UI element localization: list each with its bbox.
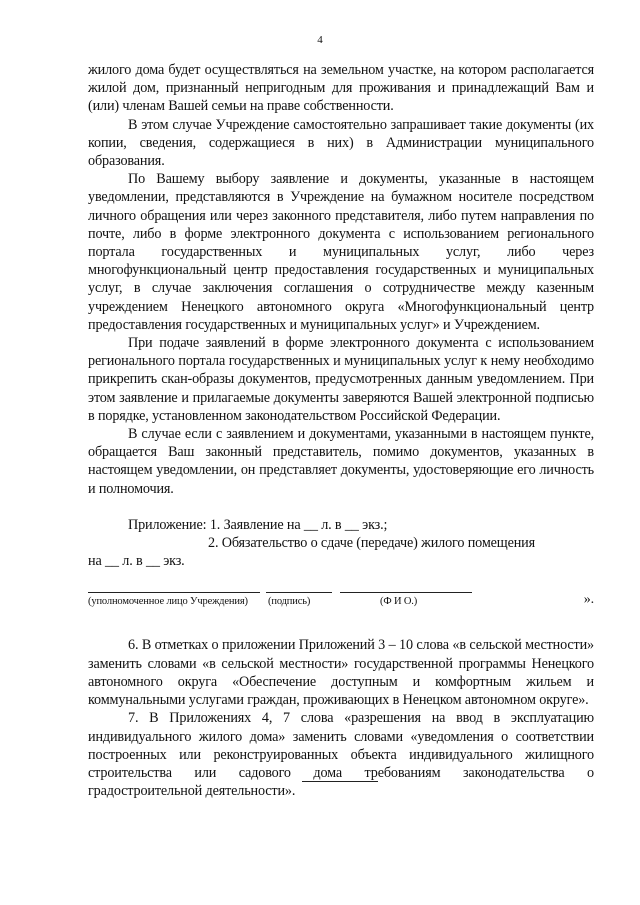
attachment-item-2: 2. Обязательство о сдаче (передаче) жилого помещения bbox=[208, 535, 535, 552]
name-label: (Ф И О.) bbox=[380, 596, 418, 608]
page-number: 4 bbox=[317, 34, 323, 46]
paragraph-electronic-submission: При подаче заявлений в форме электронного документа с использованием регионального портала государственных и муниципальных услуг к нему необходимо прикрепить скан-образы документов, предусмотренных данным уведомлением. При этом заявление и прилагаемые документы заверяются Вашей электронной подписью в порядке, установленном законодательством Российской Федерации. bbox=[88, 335, 594, 424]
amendment-7: 7. В Приложениях 4, 7 слова «разрешения на ввод в эксплуатацию индивидуального жилого дома» заменить словами «уведомления о соответствии построенных или реконструированных объекта индивидуального жилищного строительства или садового дома требованиям законодательства о градостроительной деятельности». bbox=[88, 710, 594, 800]
name-line bbox=[340, 592, 472, 593]
signature-label: (подпись) bbox=[268, 596, 311, 608]
official-line bbox=[88, 592, 260, 593]
signature-block bbox=[88, 584, 594, 614]
official-label: (уполномоченное лицо Учреждения) bbox=[88, 596, 248, 608]
attachment-item-2-count: на __ л. в __ экз. bbox=[88, 553, 185, 570]
signature-line bbox=[266, 592, 332, 593]
paragraph-self-request: В этом случае Учреждение самостоятельно запрашивает такие документы (их копии, сведения, содержащиеся в них) в Администрации муниципального образования. bbox=[88, 116, 594, 170]
paragraph-submission-options: По Вашему выбору заявление и документы, указанные в настоящем уведомлении, представляются в Учреждение на бумажном носителе посредством личного обращения или через законного представителя, либо путем направления по почте, либо в форме электронного документа с использованием регионального портала государственных и муниципальных услуг, либо через многофункциональный центр предоставления государственных и муниципальных услуг, в случае заключения соглашения о сотрудничестве между казенным учреждением Ненецкого автономного округа «Многофункциональный центр предоставления государственных и муниципальных услуг» и Учреждением. bbox=[88, 171, 594, 333]
end-divider bbox=[302, 781, 378, 782]
amendments bbox=[88, 636, 594, 800]
document-body bbox=[88, 61, 594, 800]
amendment-6: 6. В отметках о приложении Приложений 3 – 10 слова «в сельской местности» заменить словами «в сельской местности» государственной программы Ненецкого автономного округа «Обеспечение доступным и комфортным жильем и коммунальными услугами граждан, проживающих в Ненецком автономном округе». bbox=[88, 637, 594, 709]
paragraph-legal-representative: В случае если с заявлением и документами, указанными в настоящем пункте, обращается Ваш законный представитель, помимо документов, указанных в настоящем уведомлении, он представляет документы, удостоверяющие его личность и полномочия. bbox=[88, 426, 594, 497]
attachment-item-1: Приложение: 1. Заявление на __ л. в __ экз.; bbox=[128, 516, 388, 533]
paragraph-continuation: жилого дома будет осуществляться на земельном участке, на котором располагается жилой дом, признанный непригодным для проживания и принадлежащий Вам и (или) членам Вашей семьи на праве собственности. bbox=[88, 62, 594, 115]
closing-quote: ». bbox=[583, 592, 594, 608]
attachment-list bbox=[88, 516, 594, 571]
